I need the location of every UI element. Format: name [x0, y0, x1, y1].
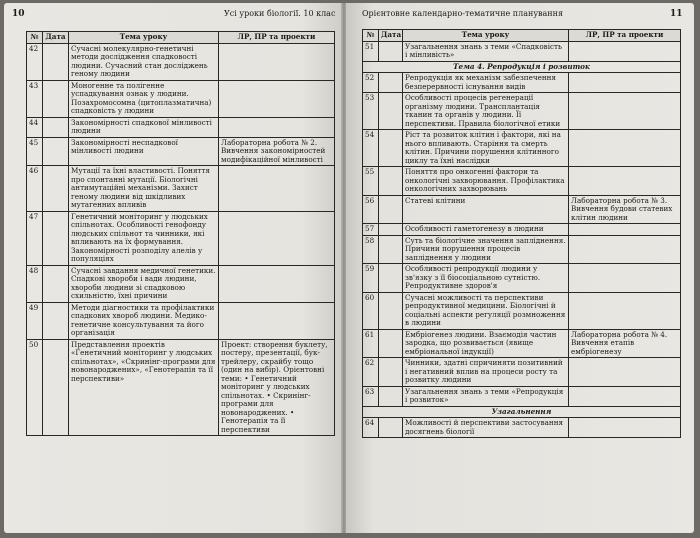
lab-cell — [219, 265, 335, 302]
lesson-row — [27, 80, 335, 117]
topic-cell: Генетичний моніторинг у людських спільнотах. Особливості генофонду людських спільнот та чинники, які впливають на їх формування. Закономірності розподілу алелів у популяціях — [69, 211, 219, 265]
lesson-row — [27, 339, 335, 436]
lesson-row — [363, 329, 681, 358]
date-cell — [379, 224, 403, 236]
lesson-row — [363, 167, 681, 196]
topic-cell: Моногенне та полігенне успадкування ознак у людини. Позахромосомна (цитоплазматична) спадковість у людини — [69, 80, 219, 117]
topic-cell: Можливості й перспективи застосування досягнень біології — [403, 418, 569, 438]
topic-cell: Чинники, здатні спричиняти позитивний і негативний вплив на процеси росту та розвитку людини — [403, 358, 569, 387]
lesson-row — [363, 292, 681, 329]
lab-cell — [569, 224, 681, 236]
section-row — [363, 406, 681, 418]
lab-cell — [569, 235, 681, 264]
header-labs: ЛР, ПР та проекти — [569, 30, 681, 42]
lesson-number: 53 — [363, 93, 379, 130]
date-cell — [43, 166, 69, 212]
right-page — [346, 3, 694, 533]
topic-cell: Мутації та їхні властивості. Поняття про спонтанні мутації. Біологічні антимутаційні механізми. Захист геному людини від шкідливих мутагенних впливів — [69, 166, 219, 212]
topic-cell: Сучасні завдання медичної генетики. Спадкові хвороби і вади людини, хвороби людини зі спадковою схильністю, їхні причини — [69, 265, 219, 302]
topic-cell: Ріст та розвиток клітин і фактори, які на нього впливають. Старіння та смерть клітин. Причини порушення клітинного циклу та їхні наслідки — [403, 130, 569, 167]
lesson-row — [363, 224, 681, 236]
header-date: Дата — [379, 30, 403, 42]
lesson-number: 47 — [27, 211, 43, 265]
running-title: Усі уроки біології. 10 клас — [224, 9, 336, 18]
lab-cell — [569, 73, 681, 93]
lesson-number: 44 — [27, 117, 43, 137]
lesson-number: 63 — [363, 386, 379, 406]
lesson-row — [363, 386, 681, 406]
date-cell — [43, 137, 69, 166]
lab-cell — [569, 358, 681, 387]
lesson-number: 64 — [363, 418, 379, 438]
date-cell — [43, 302, 69, 339]
lesson-table — [26, 31, 335, 436]
date-cell — [43, 80, 69, 117]
lesson-row — [27, 117, 335, 137]
left-page — [4, 3, 342, 533]
lab-cell — [569, 93, 681, 130]
header-labs: ЛР, ПР та проекти — [219, 32, 335, 44]
lesson-row — [27, 137, 335, 166]
date-cell — [379, 130, 403, 167]
date-cell — [379, 93, 403, 130]
lesson-number: 51 — [363, 41, 379, 61]
topic-cell: Особливості гаметогенезу в людини — [403, 224, 569, 236]
lab-cell — [569, 264, 681, 293]
lesson-row — [363, 264, 681, 293]
header-topic: Тема уроку — [69, 32, 219, 44]
lab-cell — [569, 386, 681, 406]
header-topic: Тема уроку — [403, 30, 569, 42]
topic-cell: Сучасні можливості та перспективи репродуктивної медицини. Біологічні й соціальні аспекти регуляції розмноження в людини — [403, 292, 569, 329]
lesson-number: 46 — [27, 166, 43, 212]
lesson-row — [363, 418, 681, 438]
lesson-number: 62 — [363, 358, 379, 387]
lab-cell — [219, 117, 335, 137]
topic-cell: Особливості репродукції людини у зв'язку з її біосоціальною сутністю. Репродуктивне здоров'я — [403, 264, 569, 293]
lesson-row — [27, 265, 335, 302]
header-date: Дата — [43, 32, 69, 44]
header-number: № — [27, 32, 43, 44]
date-cell — [379, 329, 403, 358]
topic-cell: Сучасні молекулярно-генетичні методи дослідження спадковості людини. Сучасний стан досліджень геному людини — [69, 43, 219, 80]
lesson-number: 52 — [363, 73, 379, 93]
lesson-number: 50 — [27, 339, 43, 436]
lab-cell — [219, 302, 335, 339]
topic-cell: Суть та біологічне значення запліднення. Причини порушення процесів запліднення у людини — [403, 235, 569, 264]
topic-cell: Ембріогенез людини. Взаємодія частин зародка, що розвивається (явище ембріональної індукції) — [403, 329, 569, 358]
lab-cell — [569, 41, 681, 61]
page-number: 11 — [670, 9, 683, 19]
lab-cell — [219, 211, 335, 265]
section-row — [363, 61, 681, 73]
topic-cell: Узагальнення знань з теми «Спадковість і мінливість» — [403, 41, 569, 61]
lesson-row — [363, 73, 681, 93]
lesson-row — [27, 166, 335, 212]
date-cell — [43, 265, 69, 302]
lab-cell: Лабораторна робота № 3. Вивчення будови статевих клітин людини — [569, 195, 681, 224]
lesson-number: 60 — [363, 292, 379, 329]
lesson-number: 49 — [27, 302, 43, 339]
topic-cell: Поняття про онкогенні фактори та онкологічні захворювання. Профілактика онкологічних захворювань — [403, 167, 569, 196]
lesson-number: 48 — [27, 265, 43, 302]
date-cell — [379, 73, 403, 93]
date-cell — [379, 264, 403, 293]
date-cell — [379, 358, 403, 387]
lab-cell: Проект: створення буклету, постеру, презентації, бук-трейлеру, скрайбу тощо (один на вибір). Орієнтовні теми: • Генетичний моніторинг у людських спільнотах. • Скринінг-програми для новонароджених. • Генотерапія та її перспективи — [219, 339, 335, 436]
date-cell — [43, 339, 69, 436]
lesson-number: 61 — [363, 329, 379, 358]
topic-cell: Узагальнення знань з теми «Репродукція і розвиток» — [403, 386, 569, 406]
lab-cell — [569, 292, 681, 329]
topic-cell: Закономірності спадкової мінливості людини — [69, 117, 219, 137]
lesson-row — [363, 41, 681, 61]
lab-cell — [569, 418, 681, 438]
table-header-row — [27, 32, 335, 44]
lab-cell: Лабораторна робота № 4. Вивчення етапів ембріогенезу — [569, 329, 681, 358]
date-cell — [379, 386, 403, 406]
topic-cell: Закономірності неспадкової мінливості людини — [69, 137, 219, 166]
lab-cell — [219, 80, 335, 117]
lesson-number: 58 — [363, 235, 379, 264]
lab-cell — [219, 43, 335, 80]
date-cell — [379, 41, 403, 61]
lesson-row — [363, 130, 681, 167]
section-title: Узагальнення — [363, 406, 681, 418]
lesson-table — [362, 29, 681, 438]
lesson-row — [363, 195, 681, 224]
topic-cell: Статеві клітини — [403, 195, 569, 224]
section-title: Тема 4. Репродукція і розвиток — [363, 61, 681, 73]
header-number: № — [363, 30, 379, 42]
topic-cell: Репродукція як механізм забезпечення безперервності існування видів — [403, 73, 569, 93]
lesson-number: 45 — [27, 137, 43, 166]
lesson-row — [363, 93, 681, 130]
date-cell — [379, 195, 403, 224]
lesson-number: 56 — [363, 195, 379, 224]
lesson-number: 55 — [363, 167, 379, 196]
lesson-row — [363, 358, 681, 387]
lesson-row — [363, 235, 681, 264]
lesson-number: 43 — [27, 80, 43, 117]
date-cell — [43, 43, 69, 80]
date-cell — [43, 211, 69, 265]
lesson-number: 59 — [363, 264, 379, 293]
lesson-number: 57 — [363, 224, 379, 236]
lab-cell — [569, 167, 681, 196]
lesson-row — [27, 43, 335, 80]
topic-cell: Особливості процесів регенерації організму людини. Трансплантація тканин та органів у людини. Її перспективи. Правила біологічної етики — [403, 93, 569, 130]
date-cell — [379, 292, 403, 329]
topic-cell: Представлення проектів «Генетичний моніторинг у людських спільнотах», «Скринінг-програми для новонароджених», «Генотерапія та її перспективи» — [69, 339, 219, 436]
lab-cell — [569, 130, 681, 167]
page-number: 10 — [12, 9, 25, 19]
lesson-row — [27, 302, 335, 339]
table-header-row — [363, 30, 681, 42]
running-title: Орієнтовне календарно-тематичне планування — [362, 9, 564, 18]
lab-cell: Лабораторна робота № 2. Вивчення закономірностей модифікаційної мінливості — [219, 137, 335, 166]
date-cell — [379, 235, 403, 264]
date-cell — [379, 418, 403, 438]
date-cell — [379, 167, 403, 196]
date-cell — [43, 117, 69, 137]
topic-cell: Методи діагностики та профілактики спадкових хвороб людини. Медико-генетичне консультування та його організація — [69, 302, 219, 339]
lesson-number: 42 — [27, 43, 43, 80]
lesson-number: 54 — [363, 130, 379, 167]
lesson-row — [27, 211, 335, 265]
lab-cell — [219, 166, 335, 212]
